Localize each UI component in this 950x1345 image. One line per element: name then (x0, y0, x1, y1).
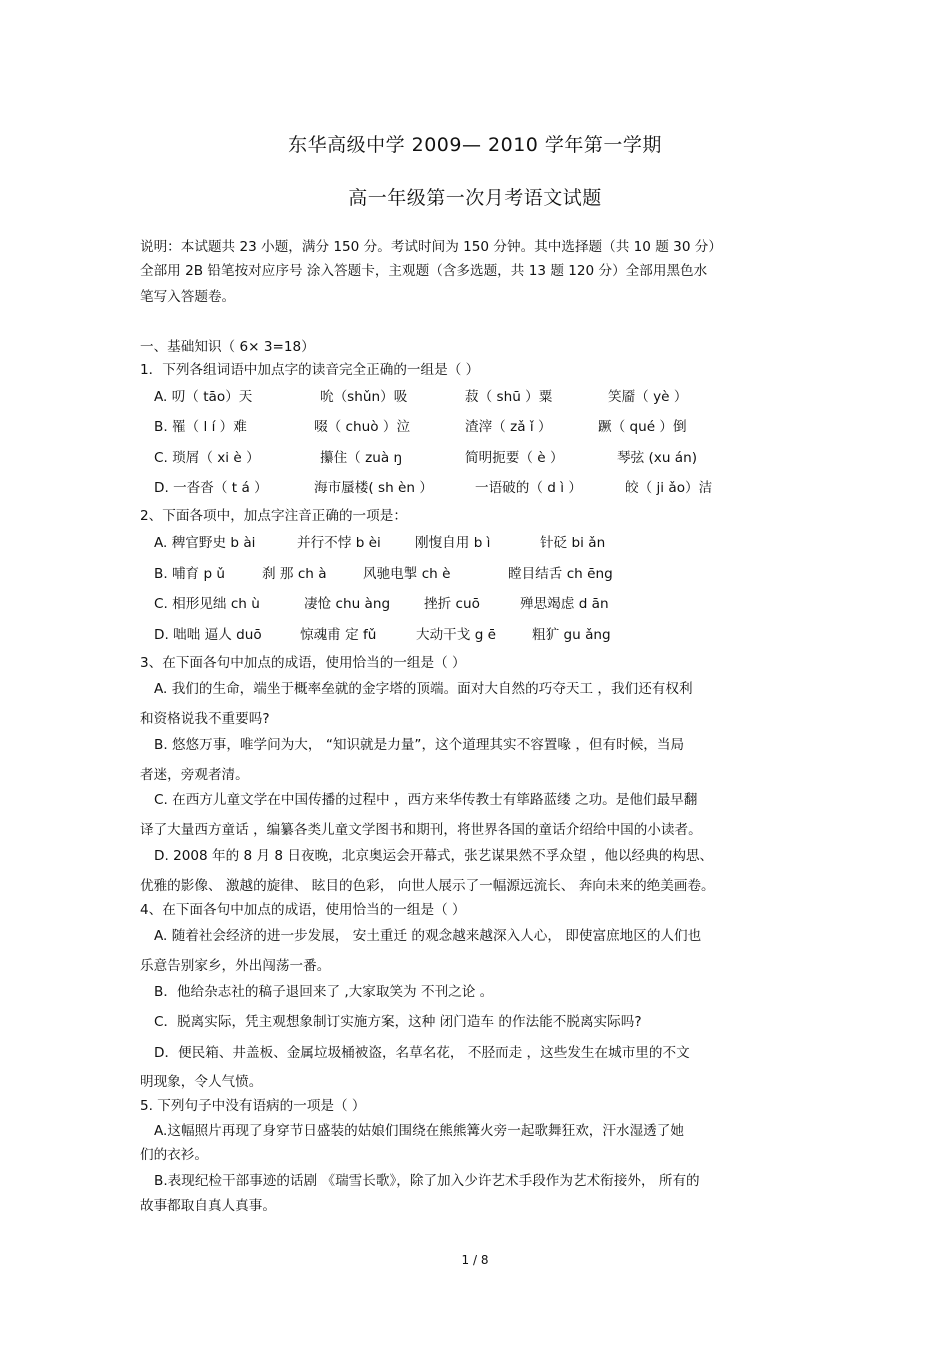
exam-title: 东华高级中学 2009— 2010 学年第一学期 (288, 134, 662, 156)
option-b-term-1: B. 罹（ l í ）难 (154, 419, 247, 435)
option-c-text: C．脱离实际，凭主观想象制订实施方案，这种 闭门造车 的作法能不脱离实际吗? (154, 1014, 642, 1030)
option-d-text: D．便民箱、井盖板、金属垃圾桶被盗，名草名花， 不胫而走 ，这些发生在城市里的不文 (154, 1045, 690, 1061)
option-b-term-1: B. 哺育 p ǔ (154, 566, 226, 582)
option-a-term-3: 菽（ shū ）粟 (465, 389, 553, 405)
option-c-term-3: 简明扼要（ è ） (465, 450, 564, 466)
option-d-term-1: D. 咄咄 逼人 duō (154, 627, 262, 643)
option-a-text: A.这幅照片再现了身穿节日盛装的姑娘们围绕在熊熊篝火旁一起歌舞狂欢，汗水湿透了她 (154, 1123, 684, 1139)
option-b-term-3: 渣滓（ zǎ ǐ ） (465, 419, 552, 435)
option-b-text: B.表现纪检干部事迹的话剧 《瑞雪长歌》，除了加入少许艺术手段作为艺术衔接外， 所有的 (154, 1173, 700, 1189)
option-b-text: B．他给杂志社的稿子退回来了 ,大家取笑为 不刊之论 。 (154, 984, 494, 1000)
option-b-term-4: 瞠目结舌 ch ēng (508, 566, 613, 582)
question-stem: 1．下列各组词语中加点字的读音完全正确的一组是（ ） (140, 362, 480, 378)
option-d-term-4: 皎（ ji ǎo）洁 (625, 480, 713, 496)
option-c-text: C. 在西方儿童文学在中国传播的过程中 ，西方来华传教士有筚路蓝缕 之功。是他们最早翻 (154, 792, 698, 808)
option-d-term-4: 粗犷 gu ǎng (532, 627, 611, 643)
option-d-text: D. 2008 年的 8 月 8 日夜晚，北京奥运会开幕式，张艺谋果然不孚众望 ，他以经典的构思、 (154, 848, 714, 864)
option-b-text: B. 悠悠万事，唯学问为大， “知识就是力量”，这个道理其实不容置喙 ，但有时候，当局 (154, 737, 685, 753)
option-d-term-1: D. 一沓沓（ t á ） (154, 480, 268, 496)
option-a-text-cont: 们的衣衫。 (140, 1147, 208, 1163)
question-stem: 2、下面各项中，加点字注音正确的一项是： (140, 508, 407, 524)
option-b-term-2: 刹 那 ch à (262, 566, 327, 582)
question-stem: 4、在下面各句中加点的成语，使用恰当的一组是（ ） (140, 902, 466, 918)
option-c-term-4: 琴弦 (xu án) (617, 450, 698, 466)
option-b-text-cont: 者迷，旁观者清。 (140, 767, 249, 783)
question-stem: 5. 下列句子中没有语病的一项是（ ） (140, 1098, 366, 1114)
option-c-term-4: 殚思竭虑 d ān (520, 596, 609, 612)
option-a-text: A. 我们的生命，端坐于概率垒就的金字塔的顶端。面对大自然的巧夺天工 ，我们还有权利 (154, 681, 693, 697)
option-b-text-cont: 故事都取自真人真事。 (140, 1198, 276, 1214)
option-c-text-cont: 译了大量西方童话 ，编纂各类儿童文学图书和期刊，将世界各国的童话介绍给中国的小读者。 (140, 822, 702, 838)
option-d-text-cont: 明现象，令人气愤。 (140, 1074, 263, 1090)
option-a-term-2: 并行不悖 b èi (297, 535, 381, 551)
option-a-term-1: A. 叨（ tāo）天 (154, 389, 253, 405)
question-stem: 3、在下面各句中加点的成语，使用恰当的一组是（ ） (140, 655, 466, 671)
option-b-term-2: 啜（ chuò ）泣 (314, 419, 411, 435)
option-a-term-4: 针砭 bi ǎn (540, 535, 606, 551)
option-a-term-4: 笑靥（ yè ） (608, 389, 688, 405)
option-c-term-3: 挫折 cuō (424, 596, 480, 612)
option-d-text-cont: 优雅的影像、 激越的旋律、 眩目的色彩， 向世人展示了一幅源远流长、 奔向未来的绝美画卷。 (140, 878, 715, 894)
option-b-term-4: 蹶（ qué ）倒 (598, 419, 687, 435)
option-a-text-cont: 乐意告别家乡，外出闯荡一番。 (140, 958, 331, 974)
option-a-text: A. 随着社会经济的进一步发展， 安土重迁 的观念越来越深入人心， 即使富庶地区的人们也 (154, 928, 702, 944)
section-heading: 一、基础知识（ 6× 3=18） (140, 339, 315, 355)
intro-line: 笔写入答题卷。 (140, 289, 236, 305)
option-a-term-1: A. 稗官野史 b ài (154, 535, 256, 551)
option-d-term-2: 惊魂甫 定 fǔ (300, 627, 377, 643)
intro-line: 全部用 2B 铅笔按对应序号 涂入答题卡，主观题（含多选题，共 13 题 120 分）全部用黑色水 (140, 263, 708, 279)
option-d-term-3: 一语破的（ d ì ） (475, 480, 582, 496)
option-d-term-2: 海市蜃楼( sh èn ） (314, 480, 433, 496)
option-a-term-2: 吮（shǔn）吸 (320, 389, 408, 405)
option-a-text-cont: 和资格说我不重要吗? (140, 711, 270, 727)
option-c-term-1: C. 相形见绌 ch ù (154, 596, 260, 612)
intro-line: 说明：本试题共 23 小题，满分 150 分。考试时间为 150 分钟。其中选择题（共 10 题 30 分） (140, 239, 722, 255)
page-number: 1 / 8 (461, 1253, 489, 1267)
option-a-term-3: 刚愎自用 b ì (415, 535, 491, 551)
option-d-term-3: 大动干戈 g ē (416, 627, 497, 643)
option-b-term-3: 风驰电掣 ch è (363, 566, 451, 582)
exam-subtitle: 高一年级第一次月考语文试题 (348, 187, 602, 209)
option-c-term-2: 攥住（ zuà ŋ (320, 450, 403, 466)
option-c-term-2: 凄怆 chu àng (304, 596, 391, 612)
option-c-term-1: C. 琐屑（ xi è ） (154, 450, 260, 466)
